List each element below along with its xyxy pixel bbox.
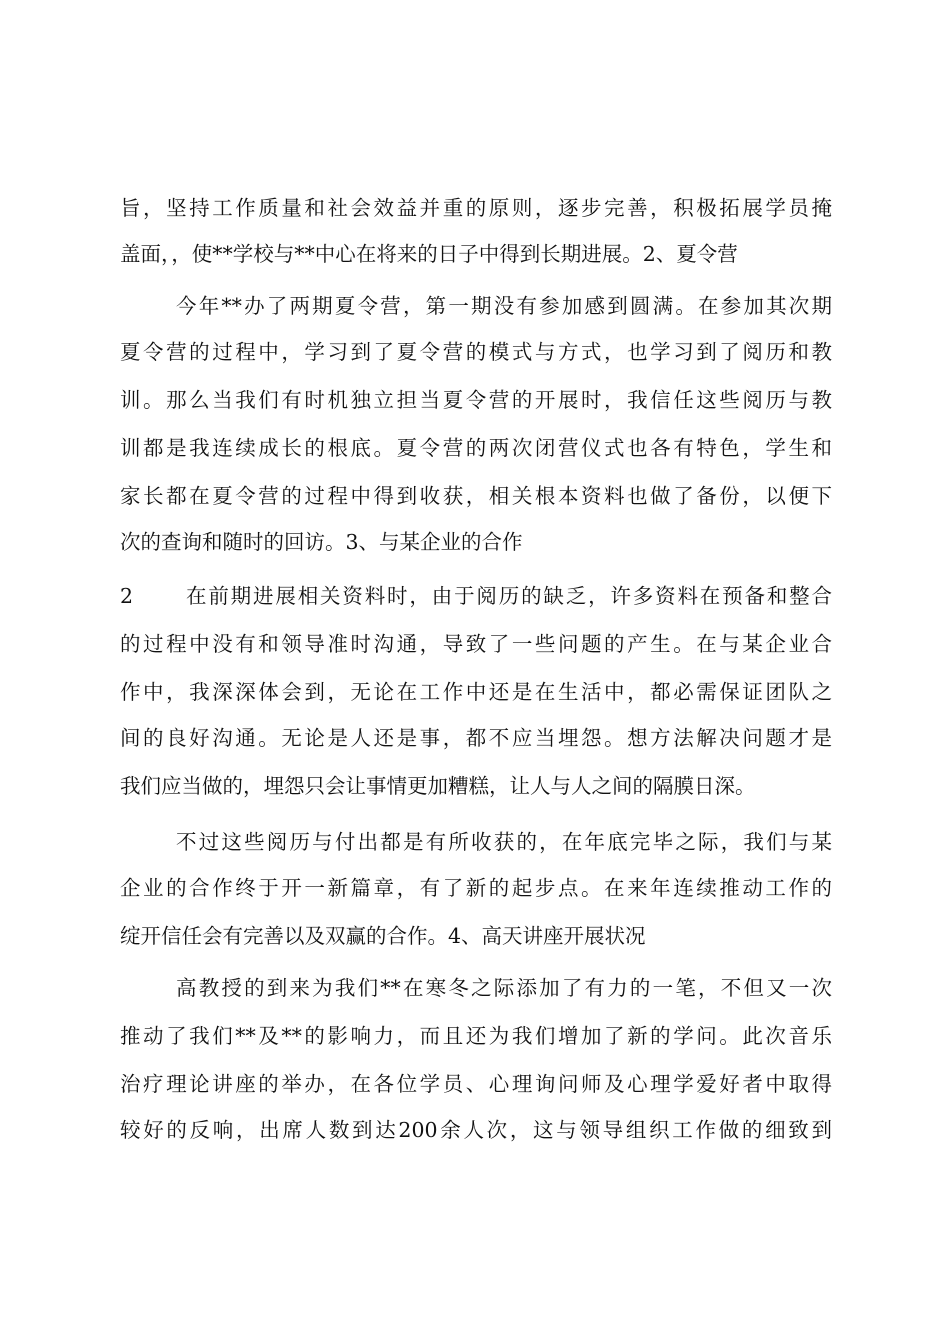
page-number: 2 (120, 584, 134, 608)
paragraph-line: 夏令营的过程中，学习到了夏令营的模式与方式，也学习到了阅历和教 (120, 340, 832, 364)
paragraph-line: 间的良好沟通。无论是人还是事，都不应当埋怨。想方法解决问题才是 (120, 726, 832, 750)
paragraph-line: 企业的合作终于开一新篇章，有了新的起步点。在来年连续推动工作的 (120, 876, 832, 900)
paragraph-line: 绽开信任会有完善以及双赢的合作。4、高天讲座开展状况 (120, 924, 646, 948)
paragraph-line: 不过这些阅历与付出都是有所收获的，在年底完毕之际，我们与某 (176, 830, 832, 854)
paragraph-line: 高教授的到来为我们**在寒冬之际添加了有力的一笔，不但又一次 (176, 976, 832, 1000)
paragraph-line: 训都是我连续成长的根底。夏令营的两次闭营仪式也各有特色，学生和 (120, 436, 832, 460)
paragraph-line: 盖面，，使**学校与**中心在将来的日子中得到长期进展。2、夏令营 (120, 242, 738, 266)
paragraph-line: 家长都在夏令营的过程中得到收获，相关根本资料也做了备份，以便下 (120, 484, 832, 508)
paragraph-line: 旨，坚持工作质量和社会效益并重的原则，逐步完善，积极拓展学员掩 (120, 196, 832, 220)
paragraph-line: 较好的反响，出席人数到达200余人次，这与领导组织工作做的细致到 (120, 1118, 832, 1142)
paragraph-line: 在前期进展相关资料时，由于阅历的缺乏，许多资料在预备和整合 (186, 584, 832, 608)
paragraph-line: 治疗理论讲座的举办，在各位学员、心理询问师及心理学爱好者中取得 (120, 1072, 832, 1096)
paragraph-line: 的过程中没有和领导准时沟通，导致了一些问题的产生。在与某企业合 (120, 632, 832, 656)
paragraph-line: 我们应当做的，埋怨只会让事情更加糟糕，让人与人之间的隔膜日深。 (120, 774, 756, 798)
paragraph-line: 推动了我们**及**的影响力，而且还为我们增加了新的学问。此次音乐 (120, 1024, 832, 1048)
paragraph-line: 次的查询和随时的回访。3、与某企业的合作 (120, 530, 523, 554)
paragraph-line: 今年**办了两期夏令营，第一期没有参加感到圆满。在参加其次期 (176, 294, 832, 318)
paragraph-line: 训。那么当我们有时机独立担当夏令营的开展时，我信任这些阅历与教 (120, 388, 832, 412)
paragraph-line: 作中，我深深体会到，无论在工作中还是在生活中，都必需保证团队之 (120, 680, 832, 704)
